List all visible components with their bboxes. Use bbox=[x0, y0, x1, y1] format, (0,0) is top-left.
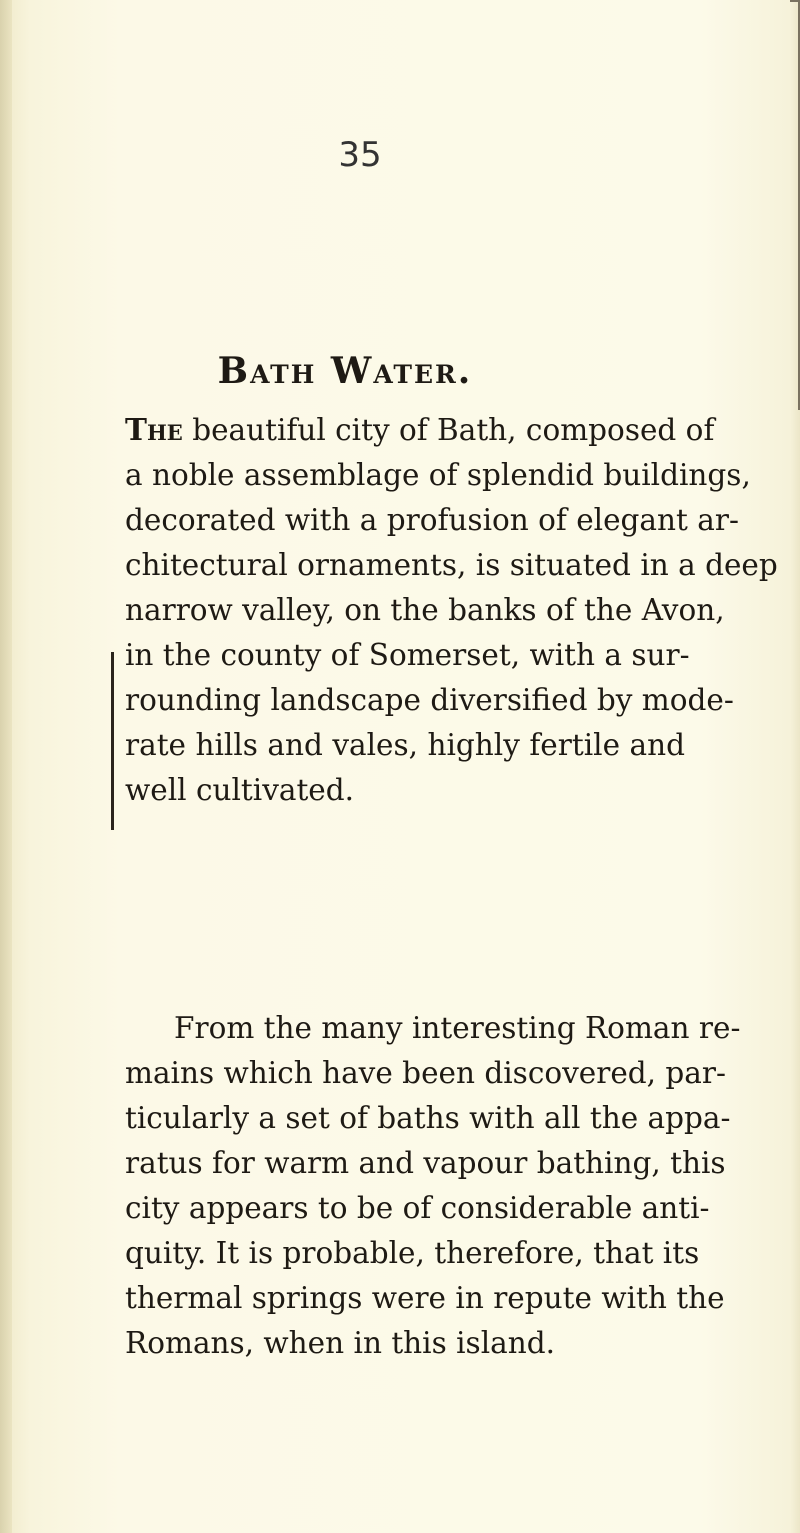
paragraph-1 bbox=[125, 407, 778, 813]
paragraph-1-line-1: The beautiful city of Bath, composed of bbox=[125, 412, 715, 447]
lead-word: The bbox=[125, 412, 183, 447]
paragraph-2-line-2: mains which have been discovered, par- bbox=[125, 1056, 726, 1090]
margin-rule bbox=[111, 652, 114, 830]
paragraph-1-line-2: a noble assemblage of splendid buildings, bbox=[125, 458, 751, 492]
paragraph-1-line-3: decorated with a profusion of elegant ar- bbox=[125, 503, 739, 537]
page-gutter-shadow bbox=[0, 0, 12, 1533]
paragraph-2-line-8: Romans, when in this island. bbox=[125, 1326, 555, 1360]
paragraph-1-line-7: rounding landscape diversified by mode- bbox=[125, 683, 734, 717]
paragraph-1-line-4: chitectural ornaments, is situated in a deep bbox=[125, 548, 778, 582]
page-edge-border bbox=[790, 0, 800, 410]
section-title: Bath Water. bbox=[217, 350, 473, 392]
paragraph-2 bbox=[125, 1006, 741, 1366]
page-number: 35 bbox=[338, 135, 382, 175]
paragraph-2-line-7: thermal springs were in repute with the bbox=[125, 1281, 725, 1315]
paragraph-2-line-6: quity. It is probable, therefore, that its bbox=[125, 1236, 700, 1270]
paragraph-2-line-5: city appears to be of considerable anti- bbox=[125, 1191, 710, 1225]
paragraph-1-line-9: well cultivated. bbox=[125, 773, 355, 807]
paragraph-1-line-5: narrow valley, on the banks of the Avon, bbox=[125, 593, 725, 627]
paragraph-2-line-1: From the many interesting Roman re- bbox=[174, 1011, 741, 1045]
paragraph-1-line-6: in the county of Somerset, with a sur- bbox=[125, 638, 690, 672]
paragraph-2-line-3: ticularly a set of baths with all the appa- bbox=[125, 1101, 731, 1135]
paragraph-2-line-4: ratus for warm and vapour bathing, this bbox=[125, 1146, 726, 1180]
paragraph-1-line-8: rate hills and vales, highly fertile and bbox=[125, 728, 685, 762]
